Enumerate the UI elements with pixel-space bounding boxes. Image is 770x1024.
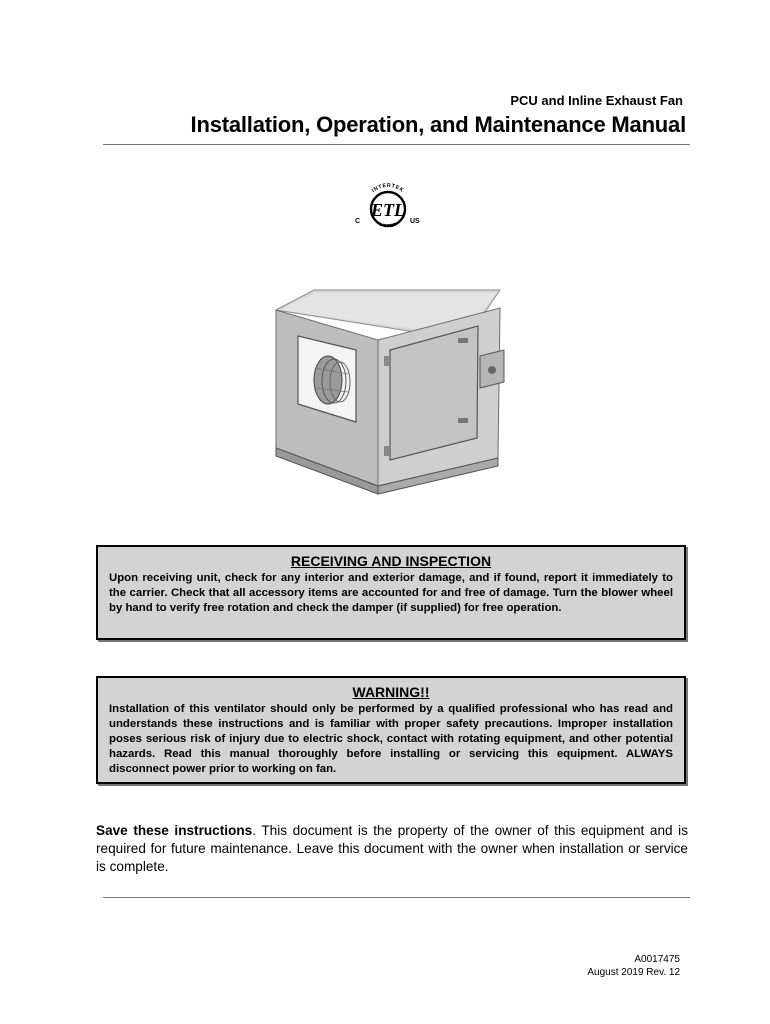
product-image — [268, 288, 518, 496]
svg-text:LISTED — [379, 221, 398, 228]
logo-right-letters: US — [410, 218, 420, 225]
document-subtitle: PCU and Inline Exhaust Fan — [510, 93, 683, 108]
warning-text: Installation of this ventilator should only be performed by a qualified professional who has read and understands these instructions and is familiar with proper safety precautions. Improper installation poses serious risk of injury due to electric shock, contact with rotating equipment, and other potential hazards. Read this manual thoroughly before installing or servicing this equipment. ALWAYS disconnect power prior to working on fan. — [109, 703, 673, 775]
save-instructions-text: . This document is the property of the owner of this equipment and is required for future maintenance. Leave this document with the owner when installation or service is complete. — [96, 823, 688, 874]
document-number: A0017475 — [634, 954, 680, 965]
etl-listed-logo — [352, 178, 424, 240]
receiving-heading: RECEIVING AND INSPECTION — [290, 553, 492, 569]
save-instructions-paragraph — [96, 822, 688, 876]
warning-heading: WARNING!! — [352, 684, 430, 700]
logo-text-bottom: LISTED — [378, 221, 398, 229]
logo-text-top: INTERTEK — [370, 182, 406, 195]
etl-mark-graphic — [352, 178, 424, 240]
logo-left-letter: C — [355, 218, 361, 225]
logo-mark-text: ETL — [371, 200, 405, 220]
fan-cabinet-illustration — [268, 288, 518, 496]
save-instructions-lead: Save these instructions — [96, 823, 253, 838]
document-number-block — [587, 953, 680, 979]
document-title: Installation, Operation, and Maintenance Manual — [190, 112, 686, 137]
revision-date: August 2019 Rev. 12 — [587, 967, 680, 978]
warning-box — [96, 676, 686, 784]
receiving-inspection-box — [96, 545, 686, 640]
header-rule — [103, 144, 690, 145]
receiving-text: Upon receiving unit, check for any interior and exterior damage, and if found, report it immediately to the carrier. Check that all accessory items are accounted for and free of damage. Turn the blower wheel by hand to verify free rotation and check the damper (if supplied) for free operation. — [109, 572, 673, 614]
footer-rule — [103, 897, 690, 898]
